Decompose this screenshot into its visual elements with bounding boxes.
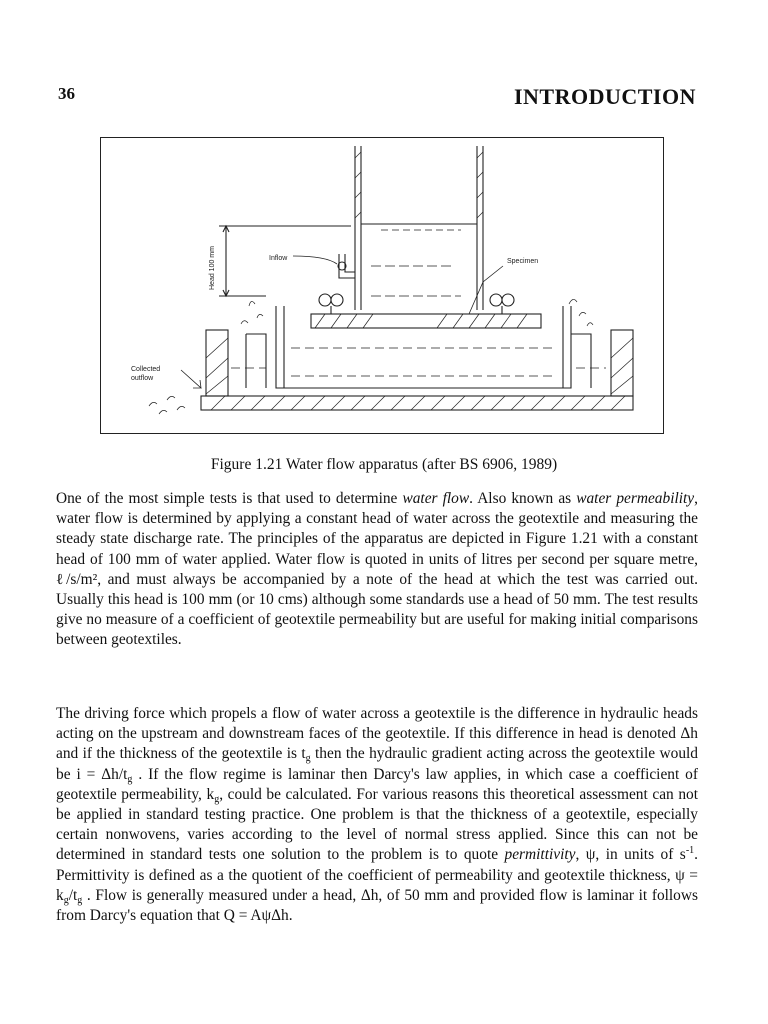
emphasis-water-permeability: water permeability <box>576 490 695 507</box>
superscript-minus-one: -1 <box>685 845 695 857</box>
water-flow-apparatus-diagram <box>101 138 662 432</box>
text-run: , could be calculated. For various reasons this theoretical assessment can not be applied in standard testing practice. One problem is that the thickness of a geotextile, especially certain nonwovens, varies according to the level of normal stress applied. Since this can not be determined in standard tests one solution to the problem is to quote <box>56 785 698 864</box>
subscript-g: g <box>77 894 83 906</box>
collected-outflow-pointer <box>181 370 201 388</box>
running-head: INTRODUCTION <box>513 84 696 109</box>
subscript-g: g <box>63 894 69 906</box>
emphasis-water-flow: water flow <box>402 490 470 507</box>
unit-litres-per-second-per-sq-metre: ℓ/s/m² <box>56 570 98 588</box>
text-run: /t <box>68 886 78 904</box>
text-run: , ψ, in units of s <box>575 846 686 864</box>
paragraph-water-flow <box>56 489 698 651</box>
text-run: . Flow is generally measured under a head, Δh, of 50 mm and provided flow is laminar it follows from Darcy's equation that Q = AψΔh. <box>56 886 698 925</box>
collected-outflow-label-line1: Collected <box>131 366 161 373</box>
text-run: then the hydraulic gradient acting across the geotextile would be i = Δh/t <box>56 745 698 783</box>
text-run: . If the flow regime is laminar then Darcy's law applies, in which case a coefficient of geotextile permeability, k <box>56 765 698 803</box>
text-run: . Also known as <box>469 490 577 507</box>
overflow-spray-right <box>569 299 593 326</box>
base-plate <box>201 396 633 410</box>
text-run: . Permittivity is defined as a the quotient of the coefficient of permeability and geotextile thickness, ψ = k <box>56 846 699 904</box>
wing-nut-right <box>490 294 502 306</box>
inflow-label: Inflow <box>269 255 288 262</box>
figure-caption: Figure 1.21 Water flow apparatus (after BS 6906, 1989) <box>210 456 558 473</box>
collection-tank-right <box>611 330 633 396</box>
overflow-spray-left <box>241 301 263 324</box>
text-run: , and must always be accompanied by a note of the head at which the test was carried out. Usually this head is 100 mm (or 10 cms) although some standards use a head of 50 mm. The test results give no measure of a coefficient of geotextile permeability but are useful for making initial comparisons between geotextiles. <box>56 570 698 649</box>
wing-nut-left <box>319 294 331 306</box>
specimen-clamp-plate <box>311 314 541 328</box>
text-run: The driving force which propels a flow of water across a geotextile is the difference in hydraulic heads acting on the upstream and downstream faces of the geotextile. If this difference in head is denoted Δh and if the thickness of the geotextile is t <box>56 705 698 763</box>
inflow-pipe <box>339 254 355 278</box>
subscript-g: g <box>127 773 133 785</box>
text-run: , water flow is determined by applying a constant head of water across the geotextile and measuring the steady state discharge rate. The principles of the apparatus are depicted in Figure 1.21 with a constant head of 100 mm of water applied. Water flow is quoted in units of litres per second per square metre, <box>56 490 698 568</box>
specimen-label: Specimen <box>507 258 539 265</box>
collection-tank-left <box>206 330 228 396</box>
subscript-g: g <box>214 793 220 805</box>
text-run: One of the most simple tests is that used to determine <box>56 490 403 507</box>
subscript-g: g <box>305 753 311 765</box>
emphasis-permittivity: permittivity <box>504 846 576 864</box>
collected-outflow-label-line2: outflow <box>131 375 154 382</box>
paragraph-driving-force <box>56 704 698 926</box>
figure-frame <box>100 137 664 434</box>
head-label: Head 100 mm <box>209 246 216 290</box>
page-number: 36 <box>58 84 75 103</box>
